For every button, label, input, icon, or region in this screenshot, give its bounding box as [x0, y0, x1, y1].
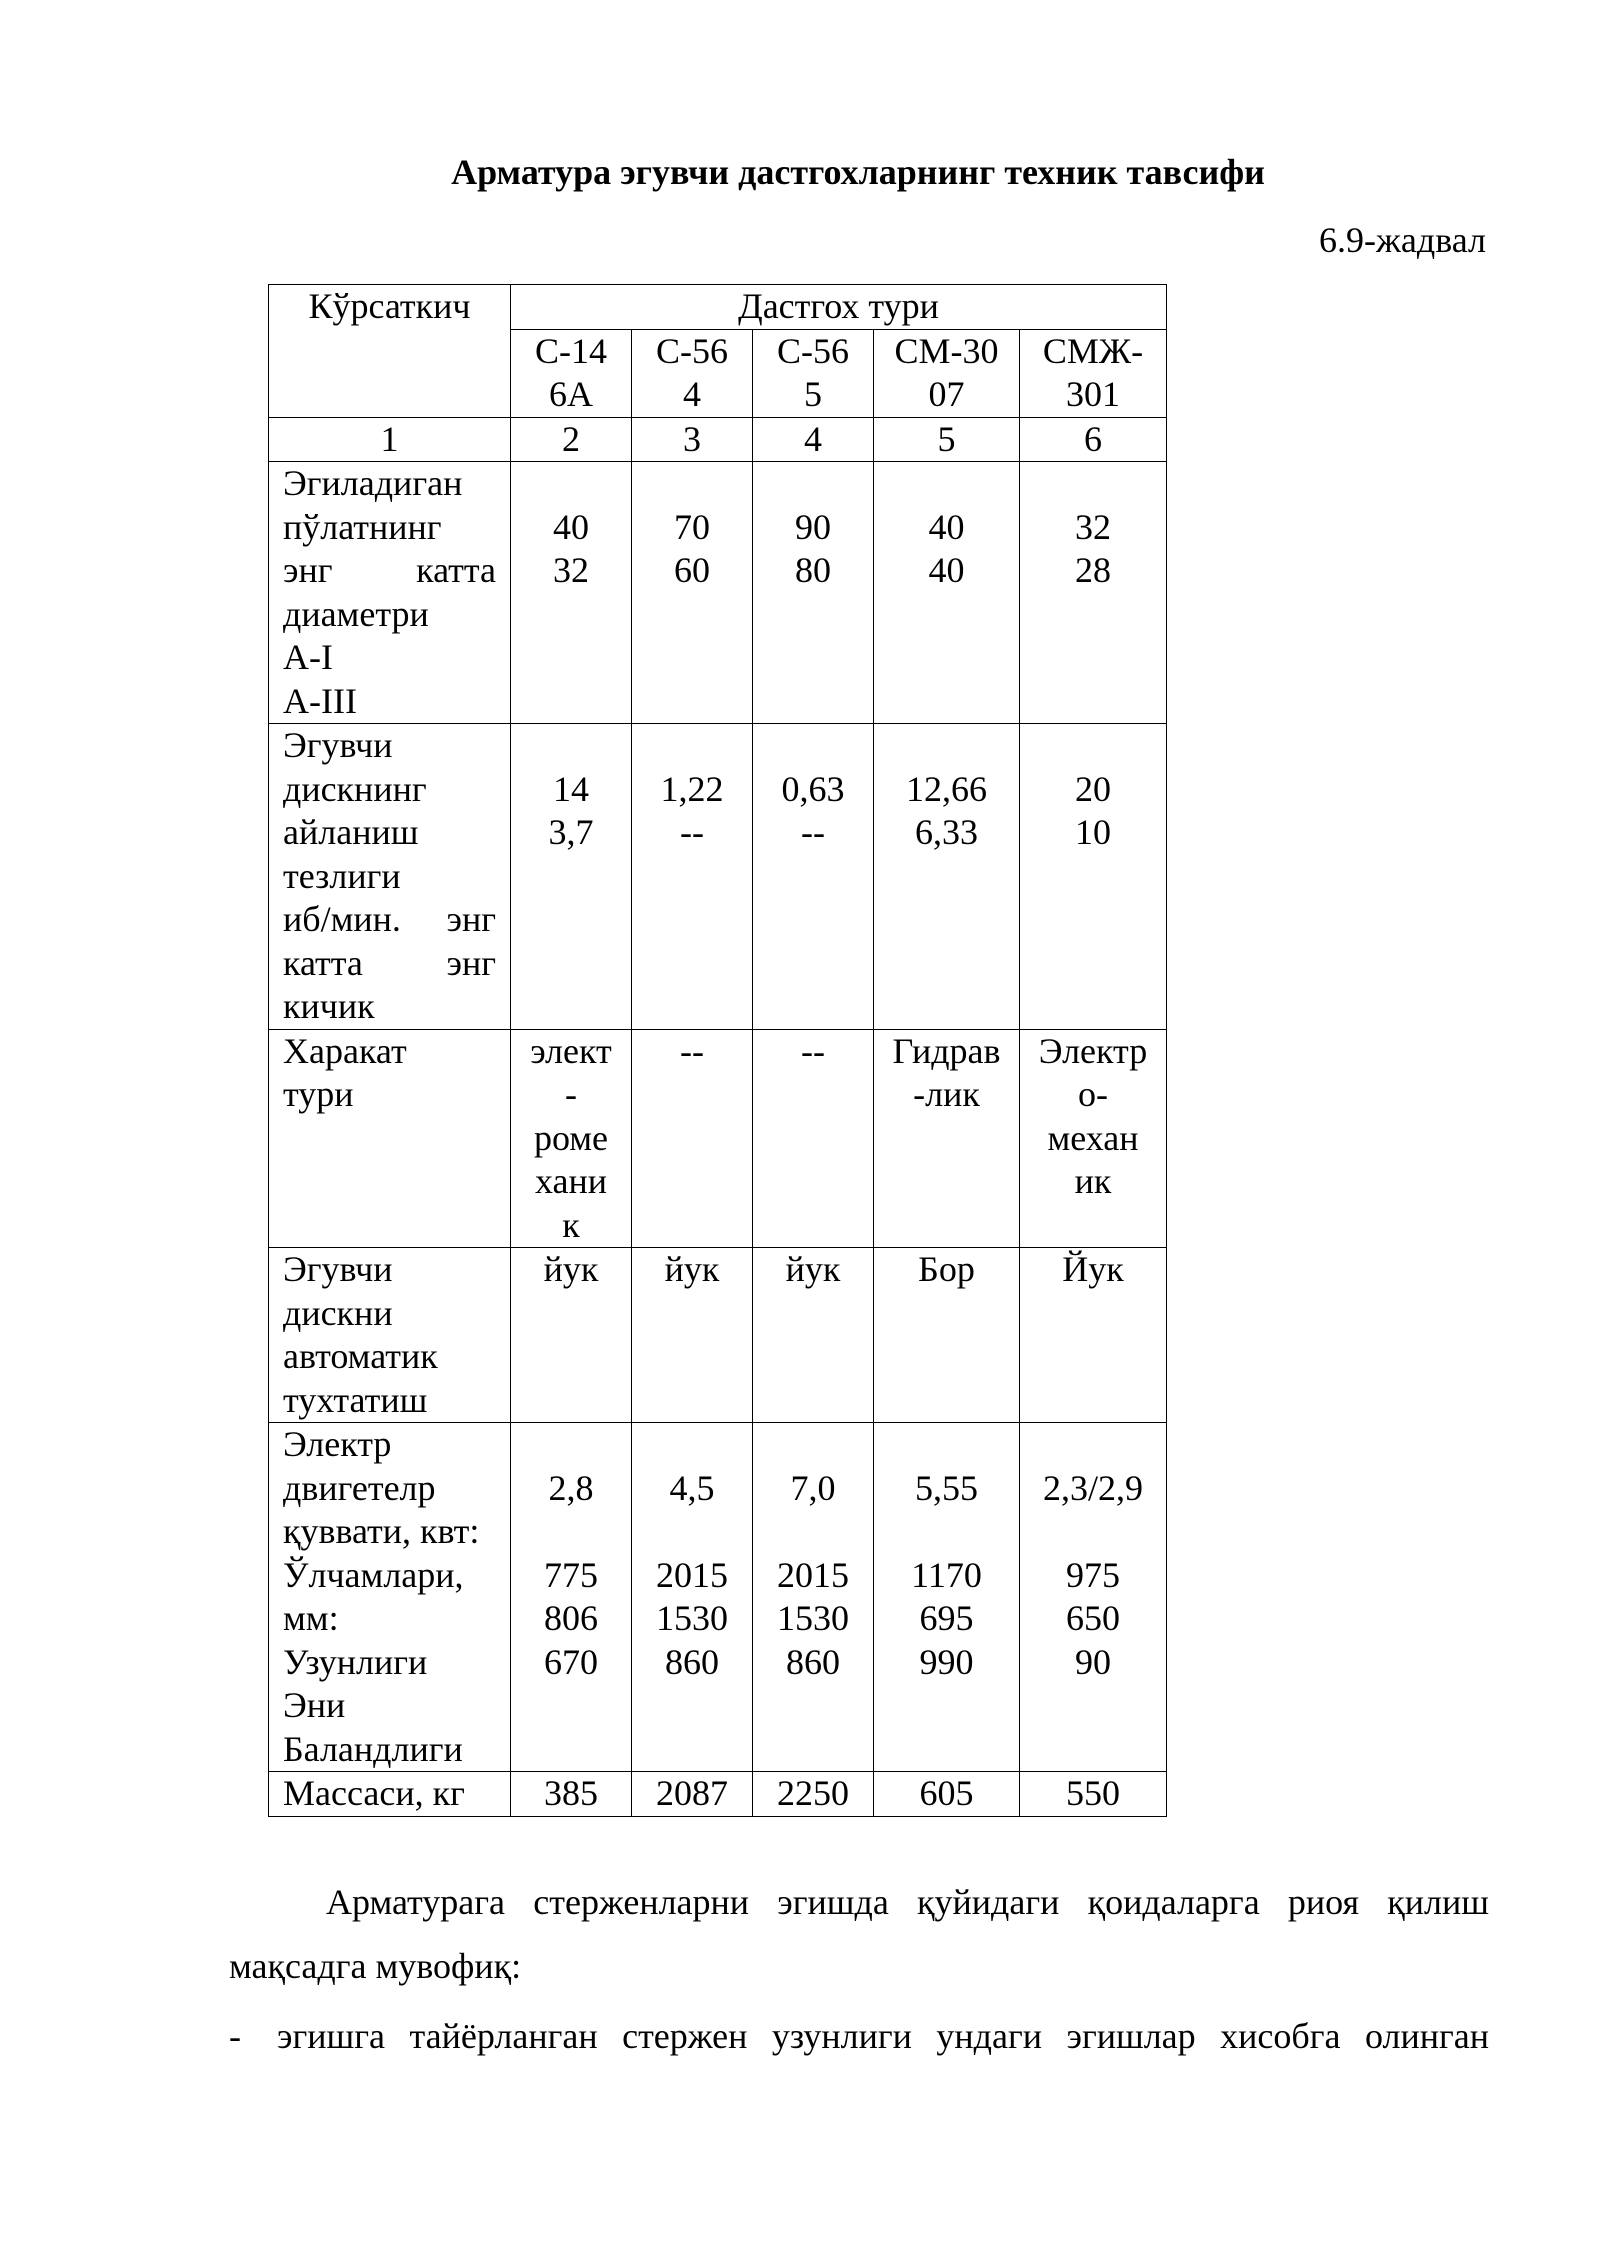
- value-line: [874, 724, 1019, 768]
- value-line: ик: [1074, 1161, 1112, 1201]
- value-line: 32: [1075, 506, 1112, 547]
- indicator-cell: [269, 1029, 511, 1248]
- value-line: йук: [664, 1249, 720, 1289]
- indicator-header: Кўрсаткич: [308, 286, 471, 326]
- value-line: 2250: [777, 1773, 849, 1813]
- value-line: 605: [919, 1773, 974, 1813]
- value-line: 7,0: [790, 1467, 836, 1508]
- value-line: 695: [919, 1598, 974, 1638]
- indicator-label-line: энг катта: [283, 550, 496, 590]
- value-cell: [1020, 1772, 1167, 1817]
- value-line: 70: [674, 506, 710, 547]
- value-cell: [511, 1772, 632, 1817]
- column-number-row: [269, 417, 1167, 462]
- indicator-label-line: А-I: [283, 637, 333, 677]
- column-number-cell: 5: [874, 417, 1020, 462]
- value-cell: [1020, 1248, 1167, 1423]
- value-line: 90: [1075, 1641, 1112, 1682]
- indicator-label-line: пўлатнинг: [283, 506, 442, 547]
- value-cell: [632, 1772, 753, 1817]
- column-number-cell: 4: [753, 417, 874, 462]
- value-cell: [874, 1248, 1020, 1423]
- indicator-label-line: Эгиладиган: [283, 463, 463, 503]
- indicator-label-line: А-III: [283, 680, 357, 721]
- value-cell: [874, 1029, 1020, 1248]
- value-cell: [511, 1248, 632, 1423]
- value-cell: [874, 462, 1020, 724]
- indicator-label-line: қуввати, квт:: [283, 1511, 480, 1551]
- indicator-label-line: Узунлиги: [283, 1641, 428, 1682]
- value-line: 6,33: [915, 812, 978, 852]
- indicator-label-line: Массаси, кг: [283, 1773, 465, 1813]
- value-line: --: [680, 812, 704, 852]
- bullet-item: [229, 2004, 1489, 2068]
- indicator-label-line: Эгувчи: [283, 1249, 393, 1289]
- value-line: [1020, 1423, 1166, 1467]
- value-cell: [632, 724, 753, 1030]
- indicator-label-line: кичик: [283, 986, 375, 1026]
- machine-name-line: С-56: [656, 330, 728, 371]
- group-header-cell: [511, 285, 1167, 330]
- column-number-cell: 3: [632, 417, 753, 462]
- value-line: йук: [543, 1249, 599, 1289]
- value-line: элект: [530, 1030, 612, 1071]
- value-line: --: [801, 812, 825, 852]
- value-line: 2015: [777, 1554, 849, 1595]
- value-cell: [753, 1029, 874, 1248]
- value-line: [874, 462, 1019, 506]
- machine-header-cell: [632, 329, 753, 417]
- indicator-label-line: Баландлиги: [283, 1728, 463, 1769]
- value-line: к: [562, 1204, 580, 1245]
- value-line: йук: [785, 1249, 841, 1289]
- value-cell: [511, 1029, 632, 1248]
- indicator-label-line: дискнинг: [283, 768, 427, 809]
- value-cell: [1020, 1029, 1167, 1248]
- value-line: 20: [1075, 768, 1112, 809]
- indicator-label-line: Эни: [283, 1685, 346, 1725]
- value-cell: [632, 1248, 753, 1423]
- indicator-label-line: катта энг: [283, 942, 496, 983]
- indicator-label-line: дискни: [283, 1292, 393, 1333]
- value-line: [753, 462, 873, 506]
- value-line: 90: [795, 506, 831, 547]
- bullet-text: эгишга тайёрланган стержен узунлиги ундаги эгишлар хисобга олинган: [277, 2016, 1489, 2056]
- value-line: [753, 1423, 873, 1467]
- machine-header-cell: [874, 329, 1020, 417]
- value-line: [632, 1510, 752, 1554]
- value-cell: [874, 1772, 1020, 1817]
- value-line: 990: [919, 1641, 974, 1682]
- indicator-cell: [269, 462, 511, 724]
- value-line: 2,8: [548, 1467, 594, 1508]
- value-line: 860: [786, 1641, 840, 1682]
- value-line: 3,7: [548, 812, 594, 852]
- value-line: 1,22: [660, 768, 724, 809]
- bullet-dash: -: [229, 2016, 241, 2056]
- value-line: 550: [1066, 1773, 1121, 1813]
- value-line: 40: [553, 506, 589, 547]
- indicator-label-line: тухтатиш: [283, 1379, 428, 1420]
- table-row: [269, 462, 1167, 724]
- value-line: о-: [1078, 1074, 1109, 1114]
- value-cell: [632, 1029, 753, 1248]
- indicator-cell: [269, 1772, 511, 1817]
- value-cell: [632, 1423, 753, 1772]
- table-row: [269, 1423, 1167, 1772]
- value-line: 775: [544, 1554, 598, 1595]
- value-line: 12,66: [906, 768, 987, 809]
- value-line: [753, 1510, 873, 1554]
- value-line: [632, 1423, 752, 1467]
- machine-name-line: С-14: [535, 330, 607, 371]
- column-number-cell: 1: [269, 417, 511, 462]
- value-line: 40: [928, 550, 965, 590]
- value-cell: [874, 724, 1020, 1030]
- value-cell: [1020, 724, 1167, 1030]
- value-cell: [753, 1423, 874, 1772]
- value-line: 2015: [656, 1554, 728, 1595]
- value-line: Йук: [1062, 1249, 1124, 1289]
- machine-name-line: 07: [928, 374, 965, 414]
- value-cell: [1020, 462, 1167, 724]
- value-line: 60: [674, 550, 710, 590]
- value-line: -: [565, 1074, 577, 1114]
- value-line: 1170: [911, 1554, 982, 1595]
- value-line: Гидрав: [892, 1030, 1001, 1071]
- value-line: 10: [1075, 812, 1112, 852]
- document-title: Арматура эгувчи дастгохларнинг техник тавсифи: [451, 152, 1265, 192]
- indicator-cell: [269, 1423, 511, 1772]
- value-line: 860: [665, 1641, 719, 1682]
- machine-header-cell: [511, 329, 632, 417]
- value-line: [753, 724, 873, 768]
- indicator-cell: [269, 724, 511, 1030]
- value-line: механ: [1047, 1117, 1139, 1158]
- value-line: [1020, 724, 1166, 768]
- value-line: 1530: [777, 1598, 849, 1638]
- value-line: -лик: [913, 1074, 980, 1114]
- machine-header-cell: [1020, 329, 1167, 417]
- table-number: 6.9-жадвал: [1319, 220, 1486, 260]
- value-line: [511, 724, 631, 768]
- value-cell: [511, 462, 632, 724]
- value-line: 806: [544, 1598, 598, 1638]
- value-line: Электр: [1038, 1030, 1148, 1071]
- paragraph-rules-intro: Арматурага стерженларни эгишда қуйидаги қоидаларга риоя қилиш мақсадга мувофиқ:: [229, 1882, 1489, 1986]
- group-header: Дастгох тури: [738, 286, 939, 326]
- value-cell: [511, 1423, 632, 1772]
- value-cell: [753, 1248, 874, 1423]
- value-line: [511, 1510, 631, 1554]
- value-line: 2087: [656, 1773, 728, 1813]
- spec-table-body: [269, 285, 1167, 1817]
- value-line: 4,5: [669, 1467, 715, 1508]
- value-line: 28: [1075, 550, 1112, 590]
- indicator-label-line: иб/мин. энг: [283, 899, 496, 939]
- value-line: [1020, 462, 1166, 506]
- machine-name-line: СМ-30: [894, 330, 999, 371]
- indicator-label-line: двигетелр: [283, 1467, 436, 1508]
- indicator-header-cell: [269, 285, 511, 418]
- value-line: 40: [928, 506, 965, 547]
- value-line: --: [680, 1030, 704, 1071]
- value-cell: [1020, 1423, 1167, 1772]
- value-line: 650: [1066, 1598, 1121, 1638]
- indicator-cell: [269, 1248, 511, 1423]
- spec-table: [268, 284, 1167, 1817]
- value-cell: [511, 724, 632, 1030]
- value-cell: [753, 462, 874, 724]
- value-line: 975: [1066, 1554, 1121, 1595]
- indicator-label-line: мм:: [283, 1598, 339, 1638]
- value-line: 14: [553, 768, 589, 809]
- table-row: [269, 1772, 1167, 1817]
- value-line: 5,55: [915, 1467, 978, 1508]
- column-number-cell: 6: [1020, 417, 1167, 462]
- indicator-label-line: Эгувчи: [283, 725, 393, 765]
- value-line: 385: [544, 1773, 598, 1813]
- table-row: [269, 724, 1167, 1030]
- value-line: 0,63: [781, 768, 845, 809]
- table-row: [269, 1248, 1167, 1423]
- machine-header-cell: [753, 329, 874, 417]
- machine-name-line: 6А: [549, 374, 593, 414]
- machine-name-line: 4: [683, 374, 701, 414]
- table-row: [269, 1029, 1167, 1248]
- value-line: [874, 1510, 1019, 1554]
- value-cell: [632, 462, 753, 724]
- machine-name-line: 301: [1066, 374, 1121, 414]
- header-row: [269, 285, 1167, 330]
- indicator-label-line: айланиш: [283, 812, 419, 852]
- indicator-label-line: Харакат: [283, 1030, 407, 1071]
- value-line: Бор: [918, 1249, 975, 1289]
- value-cell: [753, 1772, 874, 1817]
- value-line: 670: [544, 1641, 598, 1682]
- column-number-cell: 2: [511, 417, 632, 462]
- indicator-label-line: тезлиги: [283, 855, 401, 896]
- indicator-label-line: автоматик: [283, 1336, 438, 1376]
- indicator-label-line: тури: [283, 1074, 354, 1114]
- value-line: [511, 1423, 631, 1467]
- value-line: 32: [553, 550, 589, 590]
- indicator-label-line: Ўлчамлари,: [283, 1554, 464, 1595]
- value-line: 2,3/2,9: [1043, 1467, 1144, 1508]
- value-line: [511, 462, 631, 506]
- value-line: роме: [533, 1117, 609, 1158]
- machine-name-line: СМЖ-: [1042, 330, 1144, 371]
- value-cell: [874, 1423, 1020, 1772]
- value-cell: [753, 724, 874, 1030]
- machine-name-line: 5: [804, 374, 822, 414]
- value-line: [632, 462, 752, 506]
- value-line: --: [801, 1030, 825, 1071]
- value-line: [874, 1423, 1019, 1467]
- indicator-label-line: диаметри: [283, 593, 429, 634]
- value-line: [1020, 1510, 1166, 1554]
- value-line: 1530: [656, 1598, 728, 1638]
- indicator-label-line: Электр: [283, 1424, 392, 1464]
- value-line: 80: [795, 550, 831, 590]
- value-line: хани: [534, 1161, 608, 1201]
- value-line: [632, 724, 752, 768]
- machine-name-line: С-56: [777, 330, 849, 371]
